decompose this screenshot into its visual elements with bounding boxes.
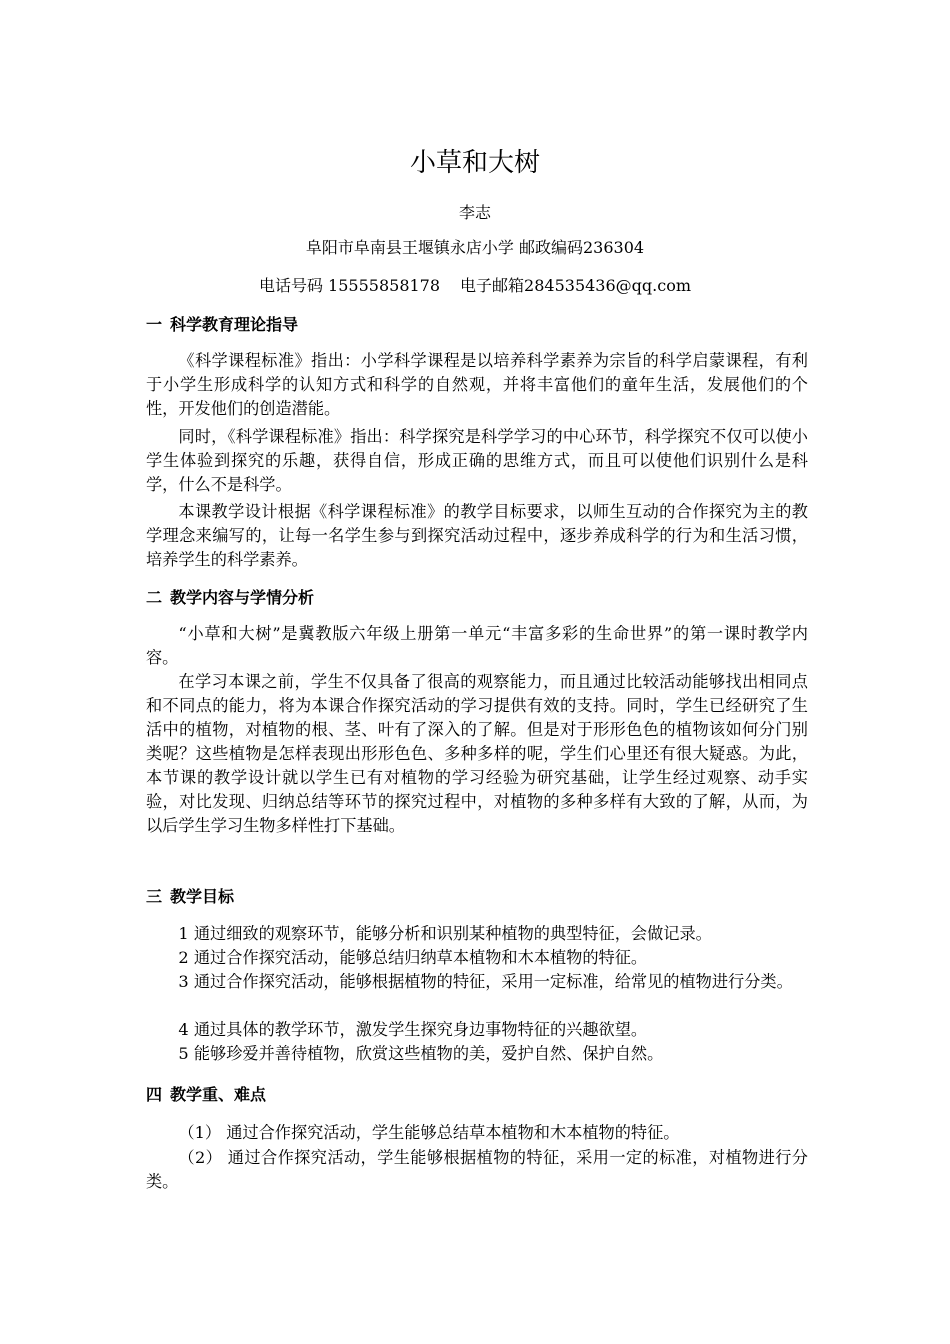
email-address: 电子邮箱284535436@qq.com	[460, 276, 692, 295]
objective-item: 2 通过合作探究活动，能够总结归纳草本植物和木本植物的特征。	[178, 948, 648, 967]
key-point-item: （1） 通过合作探究活动，学生能够总结草本植物和木本植物的特征。	[178, 1123, 680, 1142]
paragraph: 《科学课程标准》指出：小学科学课程是以培养科学素养为宗旨的科学启蒙课程，有利于小学生形成科学的认知方式和科学的自然观，并将丰富他们的童年生活，发展他们的个性，开发他们的创造潜能。	[146, 351, 808, 418]
section-number: 四	[146, 1085, 163, 1104]
section-number: 三	[146, 887, 163, 906]
paragraph: 同时，《科学课程标准》指出：科学探究是科学学习的中心环节，科学探究不仅可以使小学生体验到探究的乐趣，获得自信，形成正确的思维方式，而且可以使他们识别什么是科学，什么不是科学。	[146, 427, 808, 494]
key-point-item: （2） 通过合作探究活动，学生能够根据植物的特征，采用一定的标准，对植物进行分类。	[146, 1148, 808, 1191]
section-number: 二	[146, 588, 163, 607]
section-title: 教学重、难点	[170, 1085, 267, 1104]
author-name: 李志	[458, 203, 491, 222]
paragraph: 本课教学设计根据《科学课程标准》的教学目标要求，以师生互动的合作探究为主的教学理念来编写的，让每一名学生参与到探究活动过程中，逐步养成科学的行为和生活习惯，培养学生的科学素养。	[146, 502, 808, 569]
section-title: 教学内容与学情分析	[170, 588, 315, 607]
section-heading	[146, 885, 806, 909]
section-heading	[146, 313, 806, 337]
document-title: 小草和大树	[409, 148, 540, 178]
objective-item: 3 通过合作探究活动，能够根据植物的特征，采用一定标准，给常见的植物进行分类。	[178, 972, 793, 991]
objective-item: 4 通过具体的教学环节，激发学生探究身边事物特征的兴趣欲望。	[178, 1020, 648, 1039]
objective-item: 5 能够珍爱并善待植物，欣赏这些植物的美，爱护自然、保护自然。	[178, 1044, 664, 1063]
paragraph: “小草和大树”是冀教版六年级上册第一单元“丰富多彩的生命世界”的第一课时教学内容。	[146, 624, 808, 667]
section-heading	[146, 1083, 806, 1107]
section-heading	[146, 586, 806, 610]
section-number: 一	[146, 315, 163, 334]
phone-number: 电话号码 15555858178	[258, 276, 441, 295]
section-title: 科学教育理论指导	[170, 315, 299, 334]
objective-item: 1 通过细致的观察环节，能够分析和识别某种植物的典型特征，会做记录。	[178, 924, 712, 943]
contact-info	[0, 274, 950, 298]
section-title: 教学目标	[170, 887, 235, 906]
school-address: 阜阳市阜南县王堰镇永店小学 邮政编码236304	[305, 238, 645, 257]
paragraph: 在学习本课之前，学生不仅具备了很高的观察能力，而且通过比较活动能够找出相同点和不同点的能力，将为本课合作探究活动的学习提供有效的支持。同时，学生已经研究了生活中的植物，对植物的根、茎、叶有了深入的了解。但是对于形形色色的植物该如何分门别类呢？这些植物是怎样表现出形形色色、多种多样的呢，学生们心里还有很大疑惑。为此，本节课的教学设计就以学生已有对植物的学习经验为研究基础，让学生经过观察、动手实验，对比发现、归纳总结等环节的探究过程中，对植物的多种多样有大致的了解，从而，为以后学生学习生物多样性打下基础。	[146, 672, 808, 835]
